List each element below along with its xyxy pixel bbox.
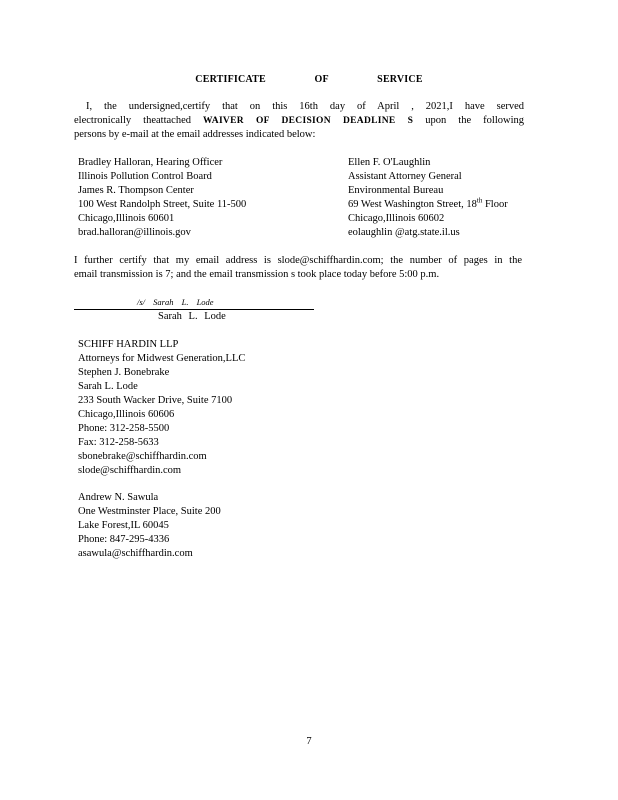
cert-line: I, the undersigned,certify that on this 16th day of April , 2021,I have served — [85, 101, 525, 112]
recipient-email: eolaughlin @atg.state.il.us — [348, 227, 460, 238]
certification-paragraph — [74, 100, 524, 142]
firm-email: sbonebrake@schiffhardin.com — [78, 451, 207, 462]
firm-line: Attorneys for Midwest Generation,LLC — [78, 353, 246, 364]
recipient-line: 69 West Washington Street, 18th Floor — [348, 196, 508, 210]
further-certification — [74, 254, 522, 282]
recipient-line: Illinois Pollution Control Board — [78, 171, 212, 182]
recipient-line: 100 West Randolph Street, Suite 11-500 — [78, 199, 247, 210]
recipient-line: Bradley Halloran, Hearing Officer — [78, 157, 223, 168]
electronic-signature: /s/ Sarah L. Lode — [137, 297, 214, 307]
firm-line: Chicago,Illinois 60606 — [78, 409, 175, 420]
recipient-right — [348, 156, 508, 240]
recipient-left — [78, 156, 246, 240]
second-attorney-block — [78, 491, 221, 561]
firm-email: slode@schiffhardin.com — [78, 465, 182, 476]
firm-line: 233 South Wacker Drive, Suite 7100 — [78, 395, 233, 406]
recipient-line: Chicago,Illinois 60602 — [348, 213, 445, 224]
recipient-line: Chicago,Illinois 60601 — [78, 213, 175, 224]
attorney-line: Phone: 847-295-4336 — [78, 534, 170, 545]
recipient-line: James R. Thompson Center — [78, 185, 194, 196]
document-title: CERTIFICATE OF SERVICE — [195, 74, 423, 85]
recipient-line: Environmental Bureau — [348, 185, 444, 196]
further-line: I further certify that my email address is slode@schiffhardin.com; the number of pages in the — [74, 255, 522, 266]
attorney-line: Lake Forest,IL 60045 — [78, 520, 169, 531]
attorney-line: Andrew N. Sawula — [78, 492, 159, 503]
recipient-email: brad.halloran@illinois.gov — [78, 227, 191, 238]
firm-line: SCHIFF HARDIN LLP — [78, 339, 179, 350]
cert-line: electronically theattached WAIVER OF DECISION DEADLINE S upon the following — [74, 115, 524, 126]
page-number: 7 — [306, 736, 312, 747]
signature-name: Sarah L. Lode — [158, 311, 226, 322]
cert-line: persons by e-mail at the email addresses indicated below: — [74, 129, 316, 140]
firm-line: Sarah L. Lode — [78, 381, 138, 392]
document-name: WAIVER OF DECISION DEADLINE S — [203, 116, 414, 126]
attorney-line: One Westminster Place, Suite 200 — [78, 506, 221, 517]
firm-line: Fax: 312-258-5633 — [78, 437, 159, 448]
attorney-email: asawula@schiffhardin.com — [78, 548, 193, 559]
firm-line: Stephen J. Bonebrake — [78, 367, 170, 378]
firm-block — [78, 338, 245, 478]
firm-line: Phone: 312-258-5500 — [78, 423, 170, 434]
recipient-line: Assistant Attorney General — [348, 171, 462, 182]
further-line: email transmission is 7; and the email transmission s took place today before 5:00 p.m. — [74, 269, 440, 280]
recipient-line: Ellen F. O'Laughlin — [348, 157, 431, 168]
signature-line — [74, 309, 314, 310]
